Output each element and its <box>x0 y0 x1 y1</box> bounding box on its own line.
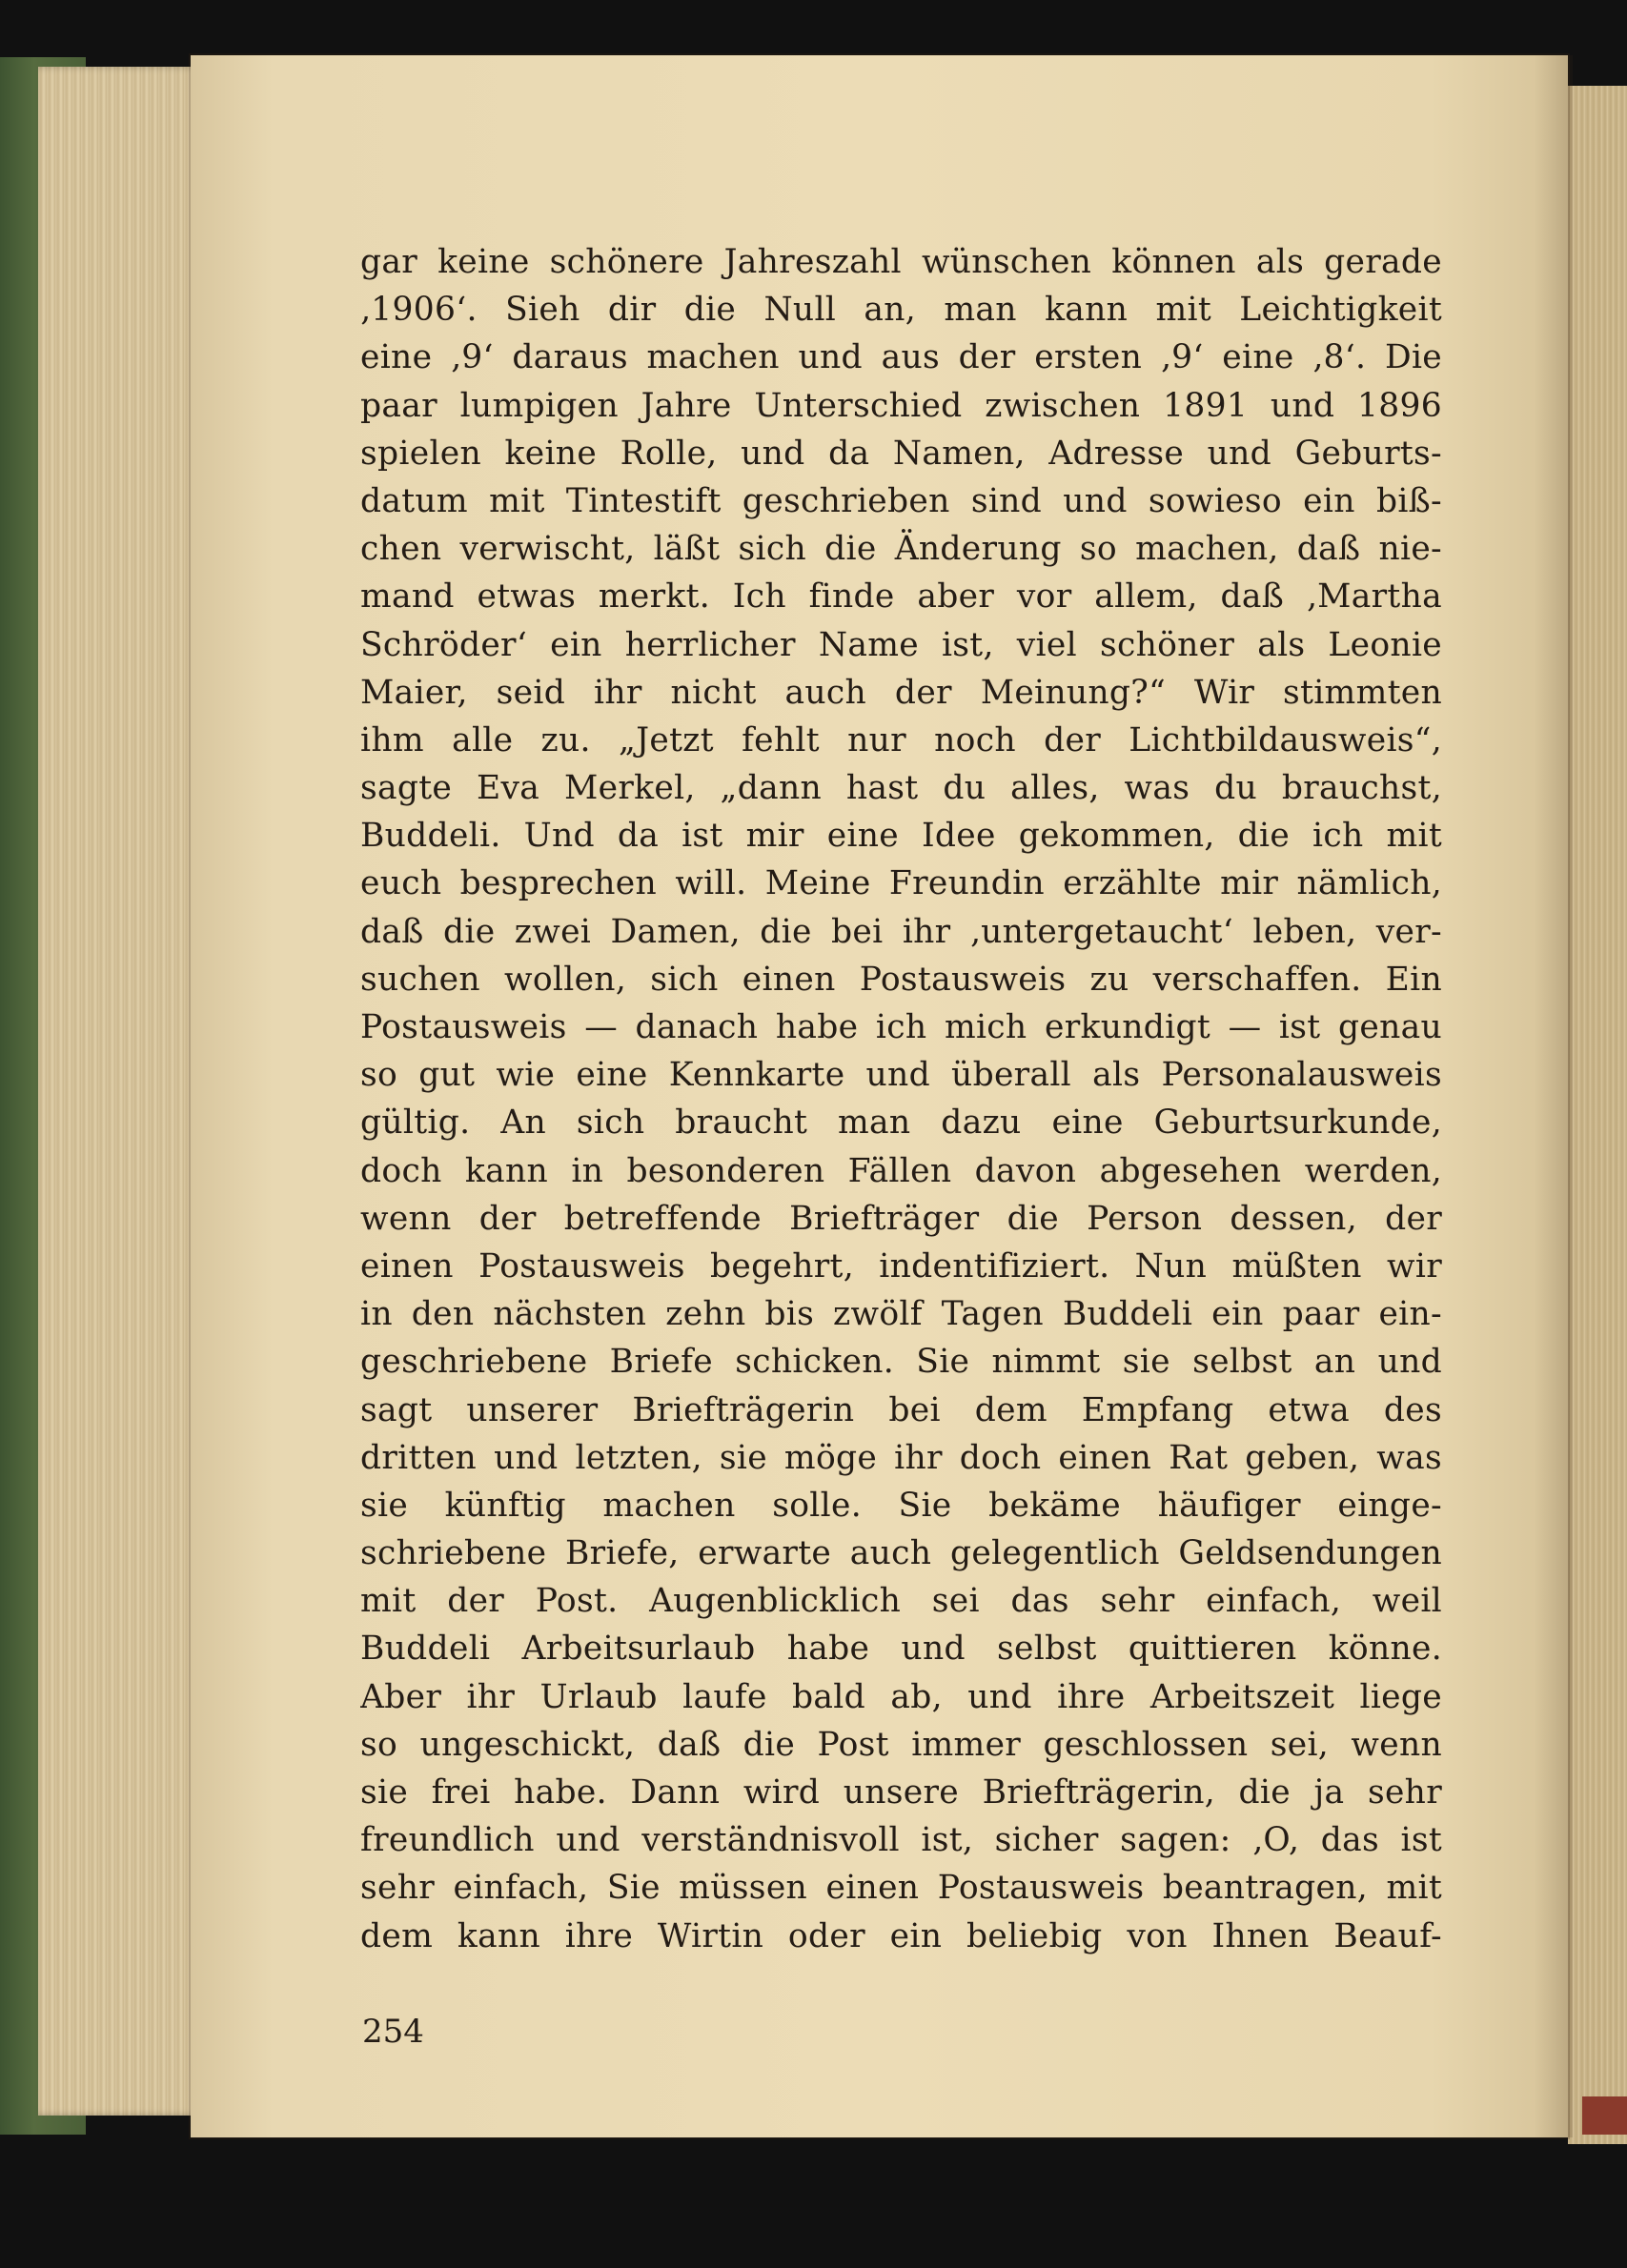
text-line: spielen keine Rolle, und da Namen, Adresse und Geburts- <box>360 434 1442 473</box>
body-text <box>360 238 1442 1960</box>
text-line: Aber ihr Urlaub laufe bald ab, und ihre Arbeitszeit liege <box>360 1677 1442 1716</box>
text-line: Buddeli. Und da ist mir eine Idee gekommen, die ich mit <box>360 817 1442 856</box>
text-line: ‚1906‘. Sieh dir die Null an, man kann mit Leichtigkeit <box>360 291 1442 330</box>
page-number: 254 <box>362 2013 424 2051</box>
cover-edge-red <box>1582 2096 1627 2135</box>
text-line: paar lumpigen Jahre Unterschied zwischen 1891 und 1896 <box>360 386 1442 425</box>
text-line: sie frei habe. Dann wird unsere Briefträgerin, die ja sehr <box>360 1773 1442 1812</box>
text-line: sie künftig machen solle. Sie bekäme häufiger einge- <box>360 1486 1442 1525</box>
text-line: einen Postausweis begehrt, indentifiziert. Nun müßten wir <box>360 1246 1442 1286</box>
text-line: dritten und letzten, sie möge ihr doch einen Rat geben, was <box>360 1438 1442 1477</box>
text-line: Schröder‘ ein herrlicher Name ist, viel schöner als Leonie <box>360 625 1442 664</box>
text-line: mit der Post. Augenblicklich sei das sehr einfach, weil <box>360 1582 1442 1621</box>
text-line: euch besprechen will. Meine Freundin erzählte mir nämlich, <box>360 864 1442 903</box>
gutter-shadow <box>1535 55 1573 2137</box>
text-line: wenn der betreffende Briefträger die Person dessen, der <box>360 1199 1442 1238</box>
text-line: gültig. An sich braucht man dazu eine Geburtsurkunde, <box>360 1104 1442 1143</box>
text-line: geschriebene Briefe schicken. Sie nimmt sie selbst an und <box>360 1343 1442 1382</box>
text-line: eine ‚9‘ daraus machen und aus der ersten ‚9‘ eine ‚8‘. Die <box>360 338 1442 377</box>
text-line: schriebene Briefe, erwarte auch gelegentlich Geldsendungen <box>360 1534 1442 1573</box>
text-line: chen verwischt, läßt sich die Änderung so machen, daß nie- <box>360 530 1442 569</box>
text-line: in den nächsten zehn bis zwölf Tagen Buddeli ein paar ein- <box>360 1295 1442 1334</box>
text-line: ihm alle zu. „Jetzt fehlt nur noch der Lichtbildausweis“, <box>360 720 1442 759</box>
text-line: sagt unserer Briefträgerin bei dem Empfang etwa des <box>360 1390 1442 1429</box>
text-line: freundlich und verständnisvoll ist, sicher sagen: ‚O, das ist <box>360 1821 1442 1860</box>
page-stack-right <box>1568 86 1627 2144</box>
text-line: suchen wollen, sich einen Postausweis zu verschaffen. Ein <box>360 960 1442 999</box>
text-line: sagte Eva Merkel, „dann hast du alles, was du brauchst, <box>360 769 1442 808</box>
text-line: datum mit Tintestift geschrieben sind und sowieso ein biß- <box>360 481 1442 520</box>
text-line: so gut wie eine Kennkarte und überall als Personalausweis <box>360 1056 1442 1095</box>
page-stack-left <box>38 67 214 2116</box>
text-line: doch kann in besonderen Fällen davon abgesehen werden, <box>360 1151 1442 1190</box>
text-line: sehr einfach, Sie müssen einen Postausweis beantragen, mit <box>360 1869 1442 1908</box>
text-line: Buddeli Arbeitsurlaub habe und selbst quittieren könne. <box>360 1630 1442 1669</box>
text-line: Postausweis — danach habe ich mich erkundigt — ist genau <box>360 1008 1442 1046</box>
text-line: Maier, seid ihr nicht auch der Meinung?“ Wir stimmten <box>360 673 1442 712</box>
text-line: daß die zwei Damen, die bei ihr ‚untergetaucht‘ leben, ver- <box>360 912 1442 951</box>
text-line: gar keine schönere Jahreszahl wünschen können als gerade <box>360 243 1442 281</box>
text-line: dem kann ihre Wirtin oder ein beliebig von Ihnen Beauf- <box>360 1916 1442 1955</box>
text-line: so ungeschickt, daß die Post immer geschlossen sei, wenn <box>360 1725 1442 1764</box>
text-line: mand etwas merkt. Ich finde aber vor allem, daß ‚Martha <box>360 577 1442 617</box>
